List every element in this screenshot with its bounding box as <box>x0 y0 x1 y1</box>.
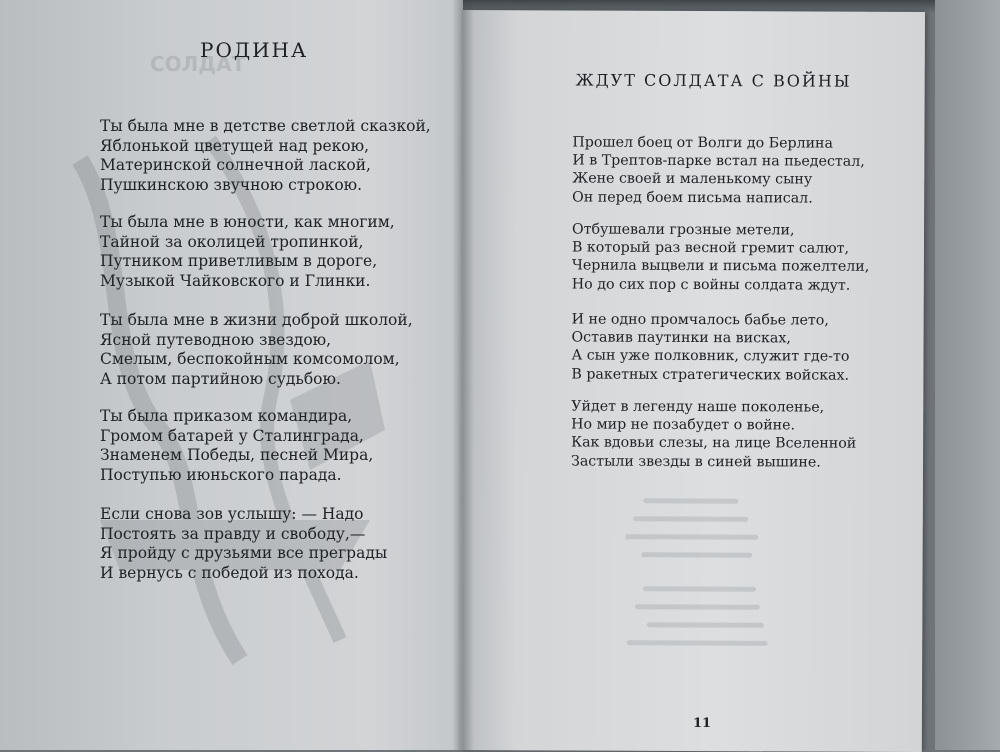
poem-line: Материнской солнечной лаской, <box>100 156 431 176</box>
table-surface-right <box>935 0 1000 750</box>
poem-line: Постоять за правду и свободу,— <box>100 525 387 545</box>
poem-line: Оставив паутинки на висках, <box>572 329 850 348</box>
poem-line: Ты была мне в детстве светлой сказкой, <box>100 117 431 137</box>
page-number: 11 <box>693 716 711 731</box>
poem-line: Ты была мне в жизни доброй школой, <box>100 311 413 331</box>
poem-line: А потом партийною судьбою. <box>100 370 413 390</box>
poem-line: Я пройду с друзьями все преграды <box>100 544 387 564</box>
poem-line: Ясной путеводною звездою, <box>100 331 413 351</box>
right-page <box>460 10 925 752</box>
poem-line: Чернила выцвели и письма пожелтели, <box>572 257 869 277</box>
poem-line: Ты была мне в юности, как многим, <box>100 213 395 233</box>
stanza <box>572 133 865 207</box>
poem-line: И вернусь с победой из похода. <box>100 564 387 584</box>
poem-line: Смелым, беспокойным комсомолом, <box>100 350 413 370</box>
poem-line: Яблонькой цветущей над рекою, <box>100 137 431 157</box>
book-gutter <box>452 0 474 750</box>
poem-line: Но мир не позабудет о войне. <box>571 416 856 435</box>
poem-line: Прошел боец от Волги до Берлина <box>572 133 864 152</box>
poem-title-rodina: РОДИНА <box>200 38 308 62</box>
poem-line: Тайной за околицей тропинкой, <box>100 233 395 253</box>
stanza <box>100 213 395 291</box>
poem-line: Уйдет в легенду наше поколенье, <box>571 397 856 416</box>
left-page <box>0 0 463 750</box>
stanza <box>571 310 849 384</box>
poem-line: Ты была приказом командира, <box>100 407 373 427</box>
poem-line: И в Трептов-парке встал на пьедестал, <box>572 152 864 171</box>
show-through-text: СОЛДАТ <box>150 52 245 76</box>
poem-line: В который раз весной гремит салют, <box>572 239 869 259</box>
poem-line: Громом батарей у Сталинграда, <box>100 427 373 447</box>
stanza <box>571 397 856 471</box>
poem-line: В ракетных стратегических войсках. <box>571 365 849 384</box>
poem-line: Он перед боем письма написал. <box>572 188 864 207</box>
show-through-text-blur <box>625 489 786 650</box>
poem-line: Пушкинскою звучною строкою. <box>100 176 431 196</box>
poem-line: Знаменем Победы, песней Мира, <box>100 446 373 466</box>
stanza <box>100 505 387 583</box>
poem-line: Отбушевали грозные метели, <box>572 220 869 240</box>
poem-line: Если снова зов услышу: — Надо <box>100 505 387 525</box>
poem-line: Как вдовьи слезы, на лице Вселенной <box>571 434 856 453</box>
poem-line: Поступью июньского парада. <box>100 466 373 486</box>
poem-line: И не одно промчалось бабье лето, <box>572 310 850 329</box>
stanza <box>100 407 373 485</box>
poem-line: Жене своей и маленькому сыну <box>572 170 864 189</box>
poem-line: А сын уже полковник, служит где-то <box>571 347 849 366</box>
stanza <box>572 220 870 294</box>
poem-line: Музыкой Чайковского и Глинки. <box>100 272 395 292</box>
poem-line: Путником приветливым в дороге, <box>100 252 395 272</box>
stanza <box>100 117 431 195</box>
poem-title-zhdut-soldata: ЖДУТ СОЛДАТА С ВОЙНЫ <box>576 70 852 90</box>
poem-line: Застыли звезды в синей вышине. <box>571 452 856 471</box>
poem-line: Но до сих пор с войны солдата ждут. <box>572 275 869 295</box>
stanza <box>100 311 413 389</box>
